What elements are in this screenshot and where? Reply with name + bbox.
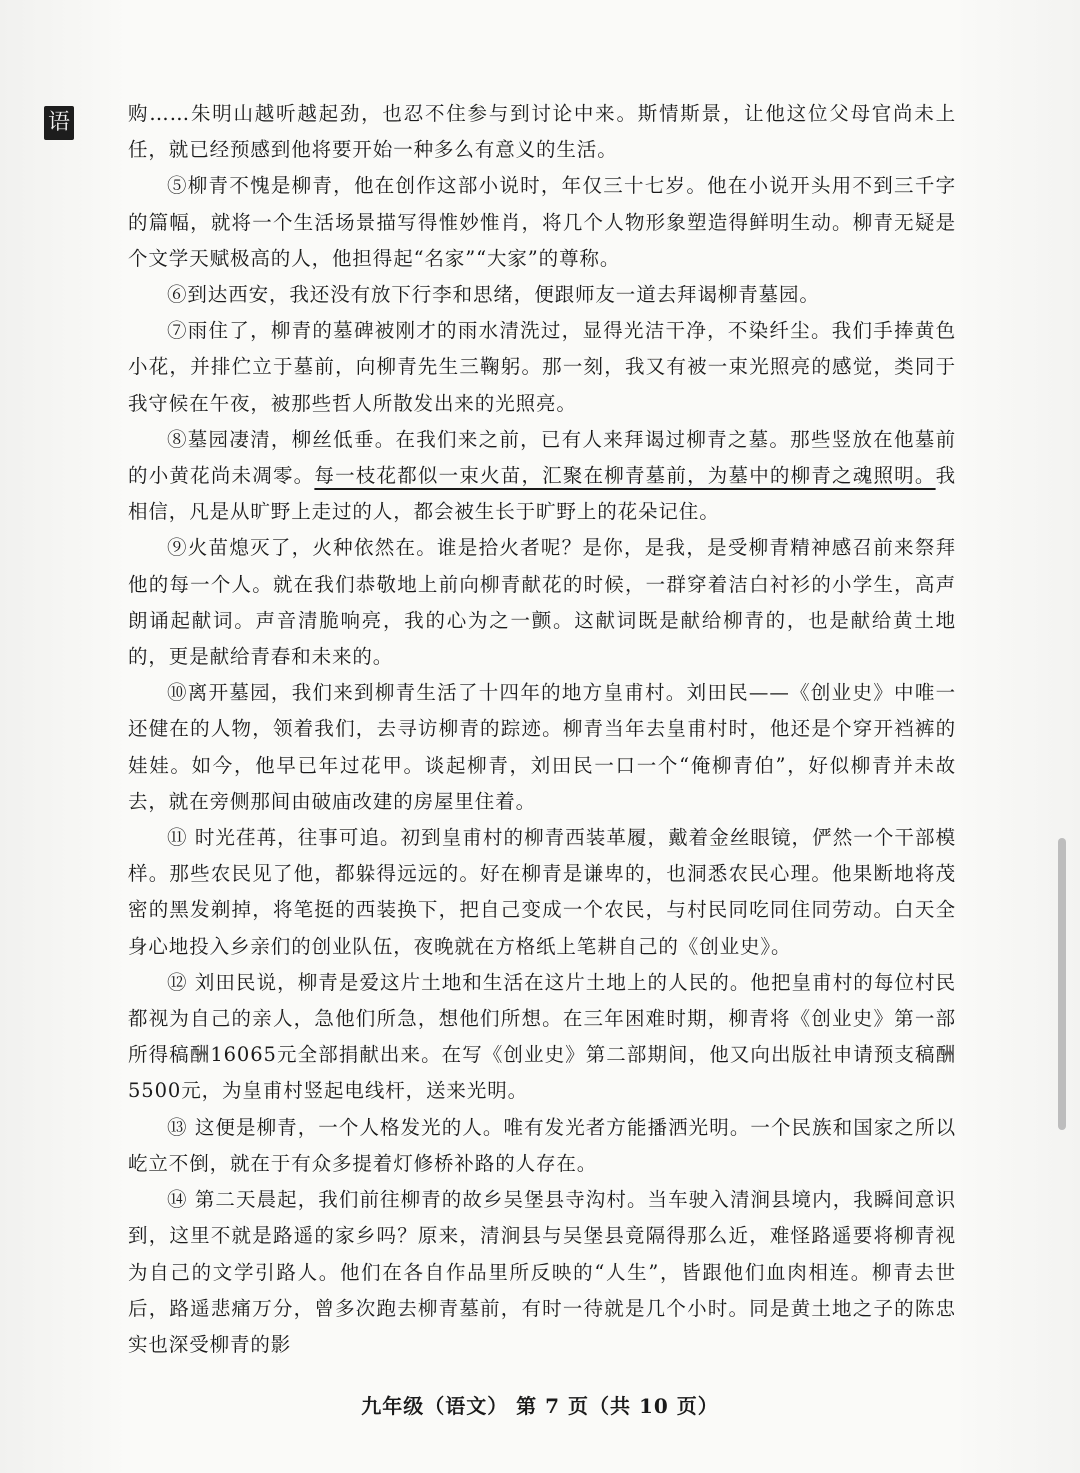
paragraph-8-after: 我相信，凡是从旷野上走过的人，都会被生长于旷野上的花朵记住。: [128, 464, 956, 524]
paragraph-9: ⑨火苗熄灭了，火种依然在。谁是拾火者呢？是你，是我，是受柳青精神感召前来祭拜他的每一个人。就在我们恭敬地上前向柳青献花的时候，一群穿着洁白衬衫的小学生，高声朗诵起献词。声音清脆响亮，我的心为之一颤。这献词既是献给柳青的，也是献给黄土地的，更是献给青春和未来的。: [128, 536, 956, 669]
scrollbar-thumb[interactable]: [1058, 838, 1066, 1130]
paragraph-continued: 购……朱明山越听越起劲，也忍不住参与到讨论中来。斯情斯景，让他这位父母官尚未上任，就已经预感到他将要开始一种多么有意义的生活。: [128, 102, 956, 162]
paragraph-11: ⑪ 时光荏苒，往事可追。初到皇甫村的柳青西装革履，戴着金丝眼镜，俨然一个干部模样。那些农民见了他，都躲得远远的。好在柳青是谦卑的，也洞悉农民心理。他果断地将茂密的黑发剃掉，将笔挺的西装换下，把自己变成一个农民，与村民同吃同住同劳动。白天全身心地投入乡亲们的创业队伍，夜晚就在方格纸上笔耕自己的《创业史》。: [128, 826, 956, 958]
paragraph-13: ⑬ 这便是柳青，一个人格发光的人。唯有发光者方能播洒光明。一个民族和国家之所以屹立不倒，就在于有众多提着灯修桥补路的人存在。: [128, 1115, 956, 1175]
passage-body: [128, 96, 956, 1363]
paragraph-6: ⑥到达西安，我还没有放下行李和思绪，便跟师友一道去拜谒柳青墓园。: [167, 283, 820, 307]
subject-tab-mark: 语: [44, 106, 74, 140]
paragraph-8: [128, 422, 956, 531]
paragraph-5: ⑤柳青不愧是柳青，他在创作这部小说时，年仅三十七岁。他在小说开头用不到三千字的篇幅，就将一个生活场景描写得惟妙惟肖，将几个人物形象塑造得鲜明生动。柳青无疑是个文学天赋极高的人，他担得起“名家”“大家”的尊称。: [128, 174, 956, 270]
underlined-sentence: 每一枝花都似一束火苗，汇聚在柳青墓前，为墓中的柳青之魂照明。: [314, 464, 936, 488]
paragraph-14: ⑭ 第二天晨起，我们前往柳青的故乡吴堡县寺沟村。当车驶入清涧县境内，我瞬间意识到，这里不就是路遥的家乡吗？原来，清涧县与吴堡县竟隔得那么近，难怪路遥要将柳青视为自己的文学引路人。他们在各自作品里所反映的“人生”，皆跟他们血肉相连。柳青去世后，路遥悲痛万分，曾多次跑去柳青墓前，有时一待就是几个小时。同是黄土地之子的陈忠实也深受柳青的影: [128, 1188, 956, 1356]
paragraph-7: ⑦雨住了，柳青的墓碑被刚才的雨水清洗过，显得光洁干净，不染纤尘。我们手捧黄色小花，并排伫立于墓前，向柳青先生三鞠躬。那一刻，我又有被一束光照亮的感觉，类同于我守候在午夜，被那些哲人所散发出来的光照亮。: [128, 319, 956, 415]
page-footer: 九年级（语文） 第 7 页（共 10 页）: [361, 1394, 719, 1418]
paragraph-12: ⑫ 刘田民说，柳青是爱这片土地和生活在这片土地上的人民的。他把皇甫村的每位村民都视为自己的亲人，急他们所急，想他们所想。在三年困难时期，柳青将《创业史》第一部所得稿酬16065元全部捐献出来。在写《创业史》第二部期间，他又向出版社申请预支稿酬5500元，为皇甫村竖起电线杆，送来光明。: [128, 970, 956, 1103]
paragraph-8-before: ⑧墓园凄清，柳丝低垂。在我们来之前，已有人来拜谒过柳青之墓。那些竖放在他墓前的小黄花尚未凋零。: [128, 427, 956, 488]
paragraph-10: ⑩离开墓园，我们来到柳青生活了十四年的地方皇甫村。刘田民——《创业史》中唯一还健在的人物，领着我们，去寻访柳青的踪迹。柳青当年去皇甫村时，他还是个穿开裆裤的娃娃。如今，他早已年过花甲。谈起柳青，刘田民一口一个“俺柳青伯”，好似柳青并未故去，就在旁侧那间由破庙改建的房屋里住着。: [128, 681, 956, 813]
